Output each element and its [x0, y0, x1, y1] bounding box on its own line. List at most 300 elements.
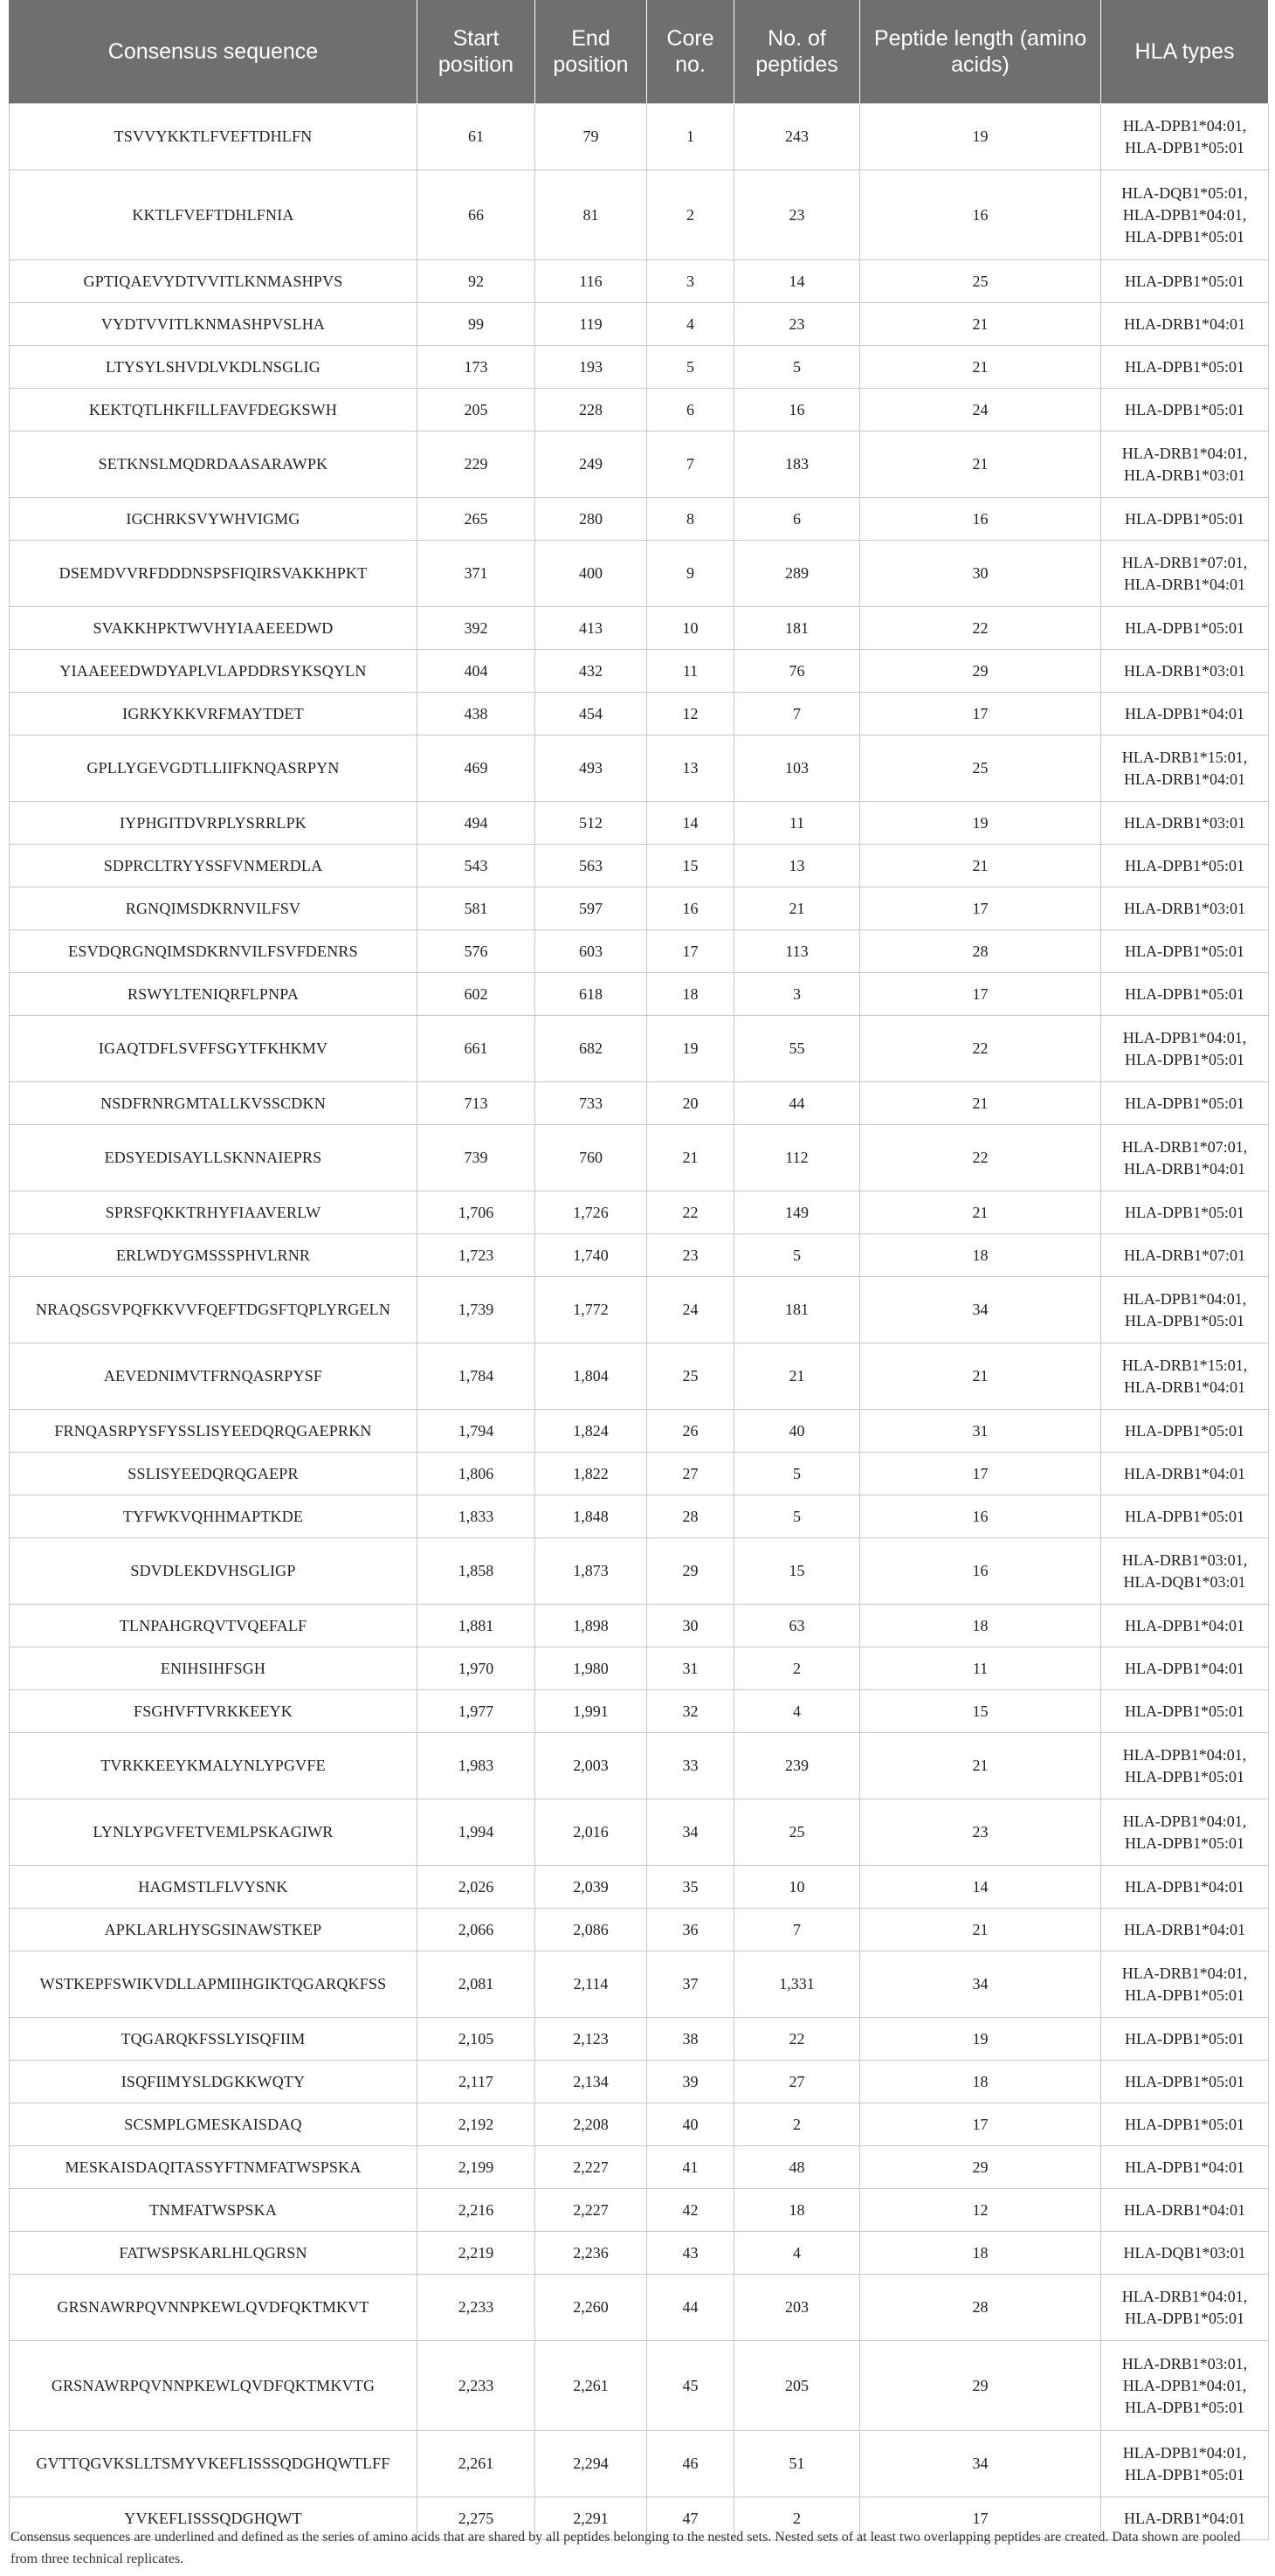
header-peptide-length: Peptide length (amino acids) [860, 0, 1101, 104]
hla-types-cell [1101, 607, 1269, 650]
table-row [10, 2061, 1269, 2103]
peptide-count-cell: 2 [734, 2497, 860, 2540]
peptide-count-cell: 23 [734, 303, 860, 346]
hla-type-line: HLA-DPB1*05:01 [1124, 1203, 1244, 1221]
end-position-cell: 618 [535, 973, 647, 1016]
peptide-length-cell: 22 [860, 607, 1101, 650]
table-row [10, 389, 1269, 432]
peptide-length-cell: 22 [860, 1125, 1101, 1191]
peptide-length-cell: 31 [860, 1410, 1101, 1453]
hla-type-line: HLA-DRB1*03:01, [1121, 1550, 1248, 1569]
core-no-cell: 32 [647, 1690, 734, 1733]
start-position-cell: 61 [417, 104, 535, 170]
consensus-sequence-cell: ESVDQRGNQIMSDKRNVILFSVFDENRS [10, 930, 417, 973]
peptide-length-cell: 23 [860, 1799, 1101, 1866]
consensus-sequence-cell: GRSNAWRPQVNNPKEWLQVDFQKTMKVTG [10, 2341, 417, 2431]
table-row [10, 1799, 1269, 1866]
hla-types-cell [1101, 1605, 1269, 1647]
start-position-cell: 602 [417, 973, 535, 1016]
core-no-cell: 26 [647, 1410, 734, 1453]
table-row [10, 2232, 1269, 2275]
end-position-cell: 2,016 [535, 1799, 647, 1866]
core-no-cell: 31 [647, 1647, 734, 1690]
table-row [10, 1410, 1269, 1453]
end-position-cell: 603 [535, 930, 647, 973]
hla-type-line: HLA-DRB1*07:01, [1121, 553, 1248, 571]
table-row [10, 1453, 1269, 1495]
hla-types-cell [1101, 1495, 1269, 1538]
start-position-cell: 1,977 [417, 1690, 535, 1733]
start-position-cell: 1,794 [417, 1410, 535, 1453]
peptide-count-cell: 4 [734, 2232, 860, 2275]
peptide-length-cell: 16 [860, 1495, 1101, 1538]
hla-type-line: HLA-DPB1*05:01 [1124, 1311, 1244, 1329]
core-no-cell: 9 [647, 541, 734, 607]
peptide-count-cell: 21 [734, 1343, 860, 1410]
end-position-cell: 597 [535, 887, 647, 930]
hla-type-line: HLA-DRB1*04:01 [1124, 575, 1245, 593]
start-position-cell: 1,833 [417, 1495, 535, 1538]
start-position-cell: 371 [417, 541, 535, 607]
consensus-sequence-cell: AEVEDNIMVTFRNQASRPYSF [10, 1343, 417, 1410]
end-position-cell: 1,991 [535, 1690, 647, 1733]
hla-types-cell [1101, 1191, 1269, 1234]
start-position-cell: 2,117 [417, 2061, 535, 2103]
header-consensus-sequence: Consensus sequence [10, 0, 417, 104]
start-position-cell: 494 [417, 802, 535, 845]
start-position-cell: 2,081 [417, 1951, 535, 2018]
consensus-sequence-cell: SETKNSLMQDRDAASARAWPK [10, 432, 417, 498]
peptide-count-cell: 5 [734, 1234, 860, 1277]
hla-types-cell [1101, 498, 1269, 541]
table-row [10, 1277, 1269, 1343]
consensus-sequence-cell: KEKTQTLHKFILLFAVFDEGKSWH [10, 389, 417, 432]
peptide-count-cell: 149 [734, 1191, 860, 1234]
core-no-cell: 45 [647, 2341, 734, 2431]
hla-type-line: HLA-DPB1*05:01 [1124, 942, 1244, 960]
hla-type-line: HLA-DPB1*05:01 [1124, 2072, 1244, 2090]
consensus-sequence-cell: MESKAISDAQITASSYFTNMFATWSPSKA [10, 2146, 417, 2189]
end-position-cell: 2,003 [535, 1733, 647, 1799]
end-position-cell: 1,898 [535, 1605, 647, 1647]
consensus-sequence-cell: SSLISYEEDQRQGAEPR [10, 1453, 417, 1495]
hla-types-cell [1101, 2146, 1269, 2189]
start-position-cell: 2,026 [417, 1866, 535, 1909]
peptide-count-cell: 44 [734, 1082, 860, 1125]
core-no-cell: 34 [647, 1799, 734, 1866]
table-row [10, 2146, 1269, 2189]
table-row [10, 1234, 1269, 1277]
peptide-count-cell: 13 [734, 845, 860, 887]
peptide-count-cell: 5 [734, 346, 860, 389]
peptide-count-cell: 103 [734, 736, 860, 802]
hla-type-line: HLA-DRB1*04:01 [1124, 1159, 1245, 1178]
hla-type-line: HLA-DPB1*05:01 [1124, 1050, 1244, 1068]
peptide-length-cell: 34 [860, 2431, 1101, 2497]
peptide-length-cell: 19 [860, 802, 1101, 845]
hla-types-cell [1101, 2018, 1269, 2061]
peptide-count-cell: 6 [734, 498, 860, 541]
core-no-cell: 46 [647, 2431, 734, 2497]
consensus-sequence-cell: ERLWDYGMSSSPHVLRNR [10, 1234, 417, 1277]
core-no-cell: 36 [647, 1909, 734, 1951]
start-position-cell: 1,723 [417, 1234, 535, 1277]
table-row [10, 2431, 1269, 2497]
peptide-length-cell: 14 [860, 1866, 1101, 1909]
hla-type-line: HLA-DPB1*05:01 [1124, 1507, 1244, 1525]
hla-types-cell [1101, 1690, 1269, 1733]
start-position-cell: 1,806 [417, 1453, 535, 1495]
end-position-cell: 760 [535, 1125, 647, 1191]
table-footnote: Consensus sequences are underlined and defined as the series of amino acids that are shared by all peptides belonging to the nested sets. Nested sets of at least two overlapping peptides are created. Data shown are pooled from three technical replicates. [10, 2530, 1241, 2566]
end-position-cell: 1,980 [535, 1647, 647, 1690]
peptide-length-cell: 17 [860, 973, 1101, 1016]
peptide-length-cell: 21 [860, 303, 1101, 346]
header-hla-types: HLA types [1101, 0, 1269, 104]
start-position-cell: 173 [417, 346, 535, 389]
hla-type-line: HLA-DPB1*05:01 [1124, 227, 1244, 245]
hla-type-line: HLA-DRB1*15:01, [1121, 748, 1248, 766]
peptide-count-cell: 48 [734, 2146, 860, 2189]
core-no-cell: 41 [647, 2146, 734, 2189]
core-no-cell: 29 [647, 1538, 734, 1605]
hla-type-line: HLA-DPB1*05:01 [1124, 1702, 1244, 1720]
core-no-cell: 28 [647, 1495, 734, 1538]
peptide-length-cell: 28 [860, 2275, 1101, 2341]
hla-type-line: HLA-DPB1*05:01 [1124, 272, 1244, 290]
start-position-cell: 576 [417, 930, 535, 973]
hla-type-line: HLA-DRB1*03:01, [1121, 2354, 1248, 2372]
hla-type-line: HLA-DRB1*04:01, [1121, 1964, 1248, 1982]
consensus-sequence-cell: YVKEFLISSSQDGHQWT [10, 2497, 417, 2540]
end-position-cell: 2,134 [535, 2061, 647, 2103]
peptide-length-cell: 29 [860, 2341, 1101, 2431]
peptide-count-cell: 16 [734, 389, 860, 432]
core-no-cell: 3 [647, 260, 734, 303]
end-position-cell: 79 [535, 104, 647, 170]
table-row [10, 1647, 1269, 1690]
consensus-sequence-cell: IGRKYKKVRFMAYTDET [10, 693, 417, 736]
start-position-cell: 205 [417, 389, 535, 432]
start-position-cell: 438 [417, 693, 535, 736]
peptide-length-cell: 18 [860, 2232, 1101, 2275]
start-position-cell: 581 [417, 887, 535, 930]
core-no-cell: 22 [647, 1191, 734, 1234]
end-position-cell: 1,726 [535, 1191, 647, 1234]
peptide-count-cell: 3 [734, 973, 860, 1016]
peptide-count-cell: 4 [734, 1690, 860, 1733]
peptide-count-cell: 21 [734, 887, 860, 930]
core-no-cell: 16 [647, 887, 734, 930]
hla-types-cell [1101, 2341, 1269, 2431]
core-no-cell: 33 [647, 1733, 734, 1799]
peptide-count-cell: 76 [734, 650, 860, 693]
peptide-length-cell: 22 [860, 1016, 1101, 1082]
end-position-cell: 454 [535, 693, 647, 736]
consensus-sequence-cell: LYNLYPGVFETVEMLPSKAGIWR [10, 1799, 417, 1866]
core-no-cell: 8 [647, 498, 734, 541]
consensus-sequence-cell: SCSMPLGMESKAISDAQ [10, 2103, 417, 2146]
hla-type-line: HLA-DPB1*04:01, [1122, 1812, 1247, 1830]
table-row [10, 2341, 1269, 2431]
start-position-cell: 469 [417, 736, 535, 802]
peptide-count-cell: 7 [734, 693, 860, 736]
end-position-cell: 1,873 [535, 1538, 647, 1605]
hla-type-line: HLA-DPB1*05:01 [1124, 357, 1244, 376]
peptide-length-cell: 17 [860, 2103, 1101, 2146]
consensus-sequence-cell: SPRSFQKKTRHYFIAAVERLW [10, 1191, 417, 1234]
peptide-count-cell: 113 [734, 930, 860, 973]
consensus-sequence-cell: GPLLYGEVGDTLLIIFKNQASRPYN [10, 736, 417, 802]
core-no-cell: 5 [647, 346, 734, 389]
peptide-count-cell: 5 [734, 1495, 860, 1538]
core-no-cell: 14 [647, 802, 734, 845]
table-row [10, 607, 1269, 650]
hla-type-line: HLA-DPB1*05:01 [1124, 1421, 1244, 1440]
peptide-length-cell: 30 [860, 541, 1101, 607]
consensus-sequence-cell: IGCHRKSVYWHVIGMG [10, 498, 417, 541]
core-no-cell: 17 [647, 930, 734, 973]
hla-type-line: HLA-DPB1*05:01 [1124, 2465, 1244, 2483]
hla-type-line: HLA-DPB1*05:01 [1124, 1094, 1244, 1112]
hla-types-cell [1101, 2232, 1269, 2275]
core-no-cell: 43 [647, 2232, 734, 2275]
hla-types-cell [1101, 303, 1269, 346]
hla-types-cell [1101, 1909, 1269, 1951]
hla-type-line: HLA-DRB1*03:01 [1124, 813, 1245, 832]
core-no-cell: 20 [647, 1082, 734, 1125]
peptide-count-cell: 239 [734, 1733, 860, 1799]
hla-type-line: HLA-DPB1*05:01 [1124, 618, 1244, 637]
peptide-count-cell: 22 [734, 2018, 860, 2061]
core-no-cell: 40 [647, 2103, 734, 2146]
hla-type-line: HLA-DPB1*04:01, [1122, 205, 1247, 224]
hla-type-line: HLA-DPB1*05:01 [1124, 138, 1244, 156]
table-row [10, 845, 1269, 887]
peptide-count-cell: 10 [734, 1866, 860, 1909]
end-position-cell: 1,848 [535, 1495, 647, 1538]
peptide-length-cell: 34 [860, 1277, 1101, 1343]
peptide-length-cell: 29 [860, 650, 1101, 693]
peptide-length-cell: 18 [860, 1605, 1101, 1647]
core-no-cell: 6 [647, 389, 734, 432]
core-no-cell: 12 [647, 693, 734, 736]
peptide-length-cell: 16 [860, 170, 1101, 260]
hla-types-cell [1101, 2061, 1269, 2103]
peptide-count-cell: 183 [734, 432, 860, 498]
hla-type-line: HLA-DPB1*04:01, [1122, 116, 1247, 135]
end-position-cell: 2,227 [535, 2146, 647, 2189]
table-row [10, 498, 1269, 541]
hla-types-cell [1101, 1277, 1269, 1343]
hla-types-cell [1101, 930, 1269, 973]
end-position-cell: 2,208 [535, 2103, 647, 2146]
peptide-count-cell: 55 [734, 1016, 860, 1082]
consensus-table [9, 0, 1269, 2540]
hla-type-line: HLA-DPB1*04:01 [1124, 1616, 1244, 1634]
start-position-cell: 661 [417, 1016, 535, 1082]
peptide-length-cell: 18 [860, 2061, 1101, 2103]
core-no-cell: 11 [647, 650, 734, 693]
peptide-length-cell: 21 [860, 1082, 1101, 1125]
table-row [10, 2018, 1269, 2061]
hla-type-line: HLA-DRB1*03:01 [1124, 466, 1245, 484]
hla-type-line: HLA-DPB1*04:01, [1122, 2376, 1247, 2394]
end-position-cell: 1,740 [535, 1234, 647, 1277]
core-no-cell: 18 [647, 973, 734, 1016]
start-position-cell: 543 [417, 845, 535, 887]
peptide-count-cell: 14 [734, 260, 860, 303]
hla-types-cell [1101, 1125, 1269, 1191]
end-position-cell: 563 [535, 845, 647, 887]
header-core-no: Core no. [647, 0, 734, 104]
core-no-cell: 24 [647, 1277, 734, 1343]
hla-types-cell [1101, 432, 1269, 498]
table-row [10, 1733, 1269, 1799]
hla-type-line: HLA-DRB1*04:01 [1124, 2200, 1245, 2219]
hla-type-line: HLA-DRB1*04:01 [1124, 1378, 1245, 1396]
table-row [10, 1343, 1269, 1410]
table-row [10, 2189, 1269, 2232]
hla-type-line: HLA-DPB1*05:01 [1124, 2398, 1244, 2416]
peptide-count-cell: 11 [734, 802, 860, 845]
end-position-cell: 733 [535, 1082, 647, 1125]
consensus-sequence-cell: GRSNAWRPQVNNPKEWLQVDFQKTMKVT [10, 2275, 417, 2341]
hla-types-cell [1101, 1410, 1269, 1453]
table-row [10, 1866, 1269, 1909]
consensus-sequence-cell: TVRKKEEYKMALYNLYPGVFE [10, 1733, 417, 1799]
hla-type-line: HLA-DRB1*07:01 [1124, 1246, 1245, 1264]
start-position-cell: 404 [417, 650, 535, 693]
start-position-cell: 713 [417, 1082, 535, 1125]
hla-types-cell [1101, 736, 1269, 802]
consensus-sequence-cell: IGAQTDFLSVFFSGYTFKHKMV [10, 1016, 417, 1082]
end-position-cell: 1,772 [535, 1277, 647, 1343]
end-position-cell: 493 [535, 736, 647, 802]
table-row [10, 650, 1269, 693]
consensus-sequence-cell: FRNQASRPYSFYSSLISYEEDQRQGAEPRKN [10, 1410, 417, 1453]
core-no-cell: 2 [647, 170, 734, 260]
peptide-count-cell: 205 [734, 2341, 860, 2431]
hla-types-cell [1101, 1866, 1269, 1909]
table-row [10, 1538, 1269, 1605]
hla-type-line: HLA-DPB1*05:01 [1124, 509, 1244, 528]
peptide-length-cell: 19 [860, 2018, 1101, 2061]
consensus-sequence-cell: HAGMSTLFLVYSNK [10, 1866, 417, 1909]
core-no-cell: 23 [647, 1234, 734, 1277]
end-position-cell: 1,822 [535, 1453, 647, 1495]
hla-type-line: HLA-DPB1*05:01 [1124, 984, 1244, 1003]
core-no-cell: 1 [647, 104, 734, 170]
hla-types-cell [1101, 389, 1269, 432]
consensus-sequence-cell: LTYSYLSHVDLVKDLNSGLIG [10, 346, 417, 389]
peptide-length-cell: 21 [860, 845, 1101, 887]
start-position-cell: 2,233 [417, 2275, 535, 2341]
header-row [10, 0, 1269, 104]
core-no-cell: 38 [647, 2018, 734, 2061]
start-position-cell: 2,066 [417, 1909, 535, 1951]
consensus-sequence-cell: GVTTQGVKSLLTSMYVKEFLISSSQDGHQWTLFF [10, 2431, 417, 2497]
core-no-cell: 27 [647, 1453, 734, 1495]
table-row [10, 303, 1269, 346]
core-no-cell: 42 [647, 2189, 734, 2232]
peptide-count-cell: 27 [734, 2061, 860, 2103]
consensus-sequence-cell: ISQFIIMYSLDGKKWQTY [10, 2061, 417, 2103]
core-no-cell: 15 [647, 845, 734, 887]
table-row [10, 802, 1269, 845]
consensus-sequence-cell: FATWSPSKARLHLQGRSN [10, 2232, 417, 2275]
hla-type-line: HLA-DPB1*04:01, [1122, 1028, 1247, 1046]
hla-types-cell [1101, 650, 1269, 693]
start-position-cell: 1,784 [417, 1343, 535, 1410]
hla-type-line: HLA-DRB1*03:01 [1124, 899, 1245, 917]
hla-type-line: HLA-DPB1*04:01 [1124, 1877, 1244, 1896]
end-position-cell: 249 [535, 432, 647, 498]
peptide-length-cell: 25 [860, 260, 1101, 303]
consensus-sequence-cell: RGNQIMSDKRNVILFSV [10, 887, 417, 930]
hla-type-line: HLA-DPB1*04:01, [1122, 1289, 1247, 1308]
hla-types-cell [1101, 170, 1269, 260]
end-position-cell: 2,294 [535, 2431, 647, 2497]
start-position-cell: 1,970 [417, 1647, 535, 1690]
start-position-cell: 392 [417, 607, 535, 650]
peptide-count-cell: 15 [734, 1538, 860, 1605]
peptide-count-cell: 203 [734, 2275, 860, 2341]
peptide-length-cell: 16 [860, 498, 1101, 541]
hla-types-cell [1101, 260, 1269, 303]
table-row [10, 973, 1269, 1016]
peptide-count-cell: 5 [734, 1453, 860, 1495]
hla-type-line: HLA-DQB1*03:01 [1123, 1572, 1246, 1591]
peptide-count-cell: 112 [734, 1125, 860, 1191]
hla-types-cell [1101, 2103, 1269, 2146]
hla-types-cell [1101, 1453, 1269, 1495]
consensus-sequence-cell: WSTKEPFSWIKVDLLAPMIIHGIKTQGARQKFSS [10, 1951, 417, 2018]
hla-types-cell [1101, 1733, 1269, 1799]
end-position-cell: 512 [535, 802, 647, 845]
consensus-sequence-cell: IYPHGITDVRPLYSRRLPK [10, 802, 417, 845]
start-position-cell: 1,858 [417, 1538, 535, 1605]
peptide-count-cell: 25 [734, 1799, 860, 1866]
hla-type-line: HLA-DRB1*04:01 [1124, 1920, 1245, 1938]
start-position-cell: 2,216 [417, 2189, 535, 2232]
table-row [10, 693, 1269, 736]
start-position-cell: 2,199 [417, 2146, 535, 2189]
peptide-count-cell: 7 [734, 1909, 860, 1951]
end-position-cell: 1,824 [535, 1410, 647, 1453]
start-position-cell: 2,233 [417, 2341, 535, 2431]
hla-type-line: HLA-DPB1*04:01 [1124, 704, 1244, 722]
table-row [10, 736, 1269, 802]
hla-type-line: HLA-DRB1*04:01 [1124, 1464, 1245, 1482]
start-position-cell: 1,881 [417, 1605, 535, 1647]
hla-type-line: HLA-DRB1*04:01 [1124, 314, 1245, 333]
peptide-length-cell: 21 [860, 432, 1101, 498]
table-row [10, 1605, 1269, 1647]
table-body [10, 104, 1269, 2540]
end-position-cell: 2,039 [535, 1866, 647, 1909]
start-position-cell: 2,219 [417, 2232, 535, 2275]
hla-types-cell [1101, 2275, 1269, 2341]
consensus-sequence-cell: YIAAEEEDWDYAPLVLAPDDRSYKSQYLN [10, 650, 417, 693]
peptide-length-cell: 21 [860, 346, 1101, 389]
hla-types-cell [1101, 1647, 1269, 1690]
hla-type-line: HLA-DPB1*04:01 [1124, 1659, 1244, 1677]
table-row [10, 1690, 1269, 1733]
core-no-cell: 21 [647, 1125, 734, 1191]
core-no-cell: 44 [647, 2275, 734, 2341]
hla-types-cell [1101, 1951, 1269, 2018]
